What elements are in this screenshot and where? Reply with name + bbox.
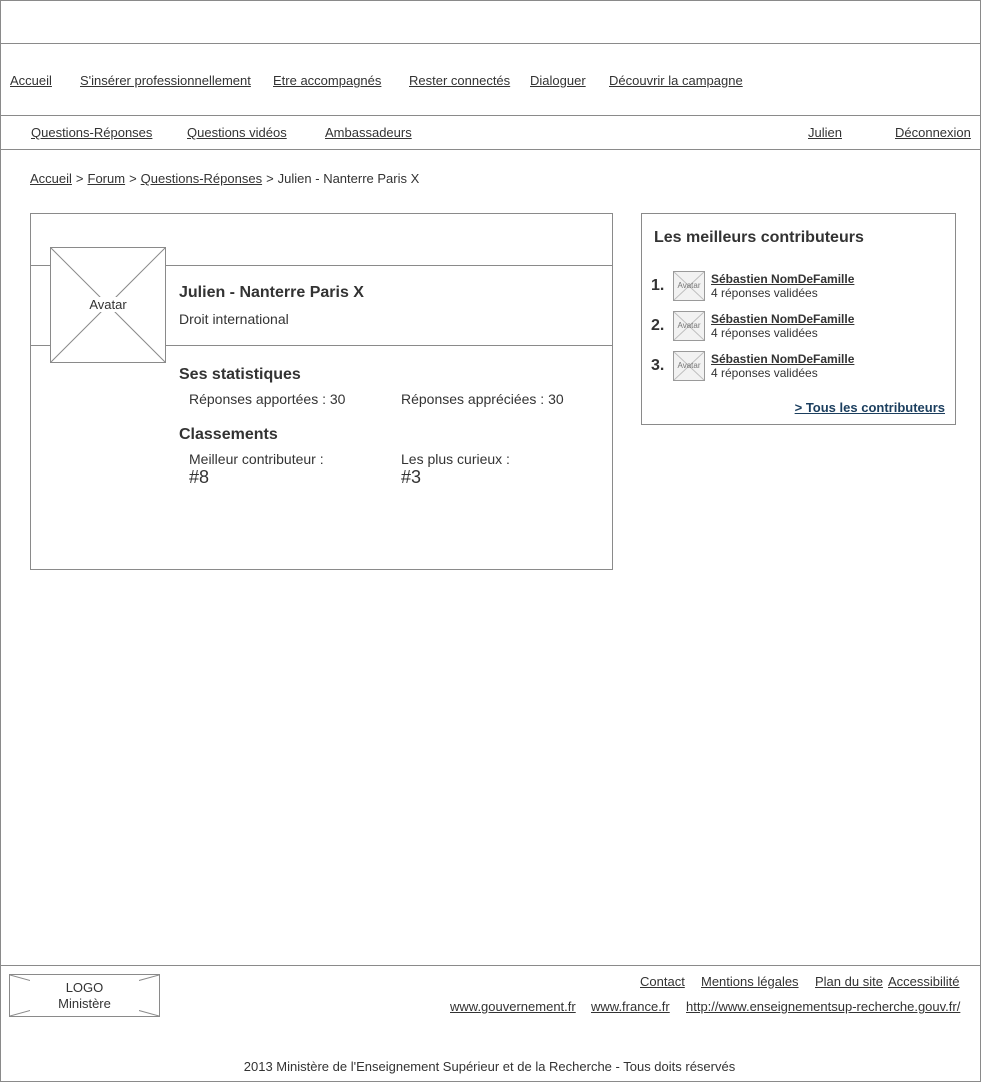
profile-avatar-label: Avatar: [89, 297, 127, 312]
contributor-avatar[interactable]: [673, 271, 705, 301]
stats-title: Ses statistiques: [179, 366, 301, 383]
footer-copyright: 2013 Ministère de l'Enseignement Supérieur et de la Recherche - Tous doits réservés: [243, 1059, 736, 1074]
rank-best-contributor-label: Meilleur contributeur :: [189, 451, 324, 467]
breadcrumb-current: Julien - Nanterre Paris X: [277, 171, 420, 186]
contributor-avatar-label: Avatar: [677, 361, 701, 370]
main-nav-campagne[interactable]: Découvrir la campagne: [609, 73, 743, 88]
profile-avatar: [50, 247, 166, 363]
stat-answers-given: Réponses apportées : 30: [189, 391, 346, 407]
footer-link-enseignementsup[interactable]: http://www.enseignementsup-recherche.gouv.fr/: [686, 999, 961, 1014]
contributor-avatar[interactable]: [673, 351, 705, 381]
ministry-logo[interactable]: [9, 974, 160, 1017]
contributor-validated-count: 4 réponses validées: [711, 366, 818, 380]
footer-link-contact[interactable]: Contact: [640, 974, 685, 989]
logout-link[interactable]: Déconnexion: [895, 125, 971, 140]
list-item: [642, 271, 955, 303]
breadcrumb-forum[interactable]: Forum: [87, 171, 126, 186]
user-profile-link[interactable]: Julien: [808, 125, 842, 140]
contributor-validated-count: 4 réponses validées: [711, 326, 818, 340]
subnav-divider: [1, 149, 980, 150]
breadcrumb-separator: >: [129, 171, 137, 186]
footer-link-gouvernement[interactable]: www.gouvernement.fr: [450, 999, 576, 1014]
nav-divider: [1, 115, 980, 116]
contributor-avatar[interactable]: [673, 311, 705, 341]
main-nav-connectes[interactable]: Rester connectés: [409, 73, 511, 88]
sub-nav-questions-videos[interactable]: Questions vidéos: [187, 125, 287, 140]
profile-field: Droit international: [179, 311, 289, 327]
contributor-rank: 3.: [651, 357, 665, 374]
sub-nav-ambassadeurs[interactable]: Ambassadeurs: [325, 125, 412, 140]
breadcrumb: [30, 171, 419, 186]
profile-name: Julien - Nanterre Paris X: [179, 284, 364, 301]
profile-card: [30, 213, 613, 570]
footer-link-france[interactable]: www.france.fr: [591, 999, 670, 1014]
header-divider: [1, 43, 980, 44]
list-item: [642, 351, 955, 383]
stat-answers-liked: Réponses appréciées : 30: [401, 391, 564, 407]
contributor-rank: 1.: [651, 277, 665, 294]
rank-most-curious-value: #3: [401, 467, 422, 487]
main-nav-inserer[interactable]: S'insérer professionnellement: [80, 73, 251, 88]
contributor-avatar-label: Avatar: [677, 281, 701, 290]
logo-line-2: Ministère: [58, 996, 111, 1011]
footer-link-mentions-legales[interactable]: Mentions légales: [701, 974, 799, 989]
main-nav-accueil[interactable]: Accueil: [10, 73, 52, 88]
contributor-name-link[interactable]: Sébastien NomDeFamille: [711, 312, 855, 326]
contributor-validated-count: 4 réponses validées: [711, 286, 818, 300]
footer-link-plan-du-site[interactable]: Plan du site: [815, 974, 883, 989]
contributor-name-link[interactable]: Sébastien NomDeFamille: [711, 352, 855, 366]
rank-best-contributor-value: #8: [189, 467, 210, 487]
breadcrumb-accueil[interactable]: Accueil: [30, 171, 72, 186]
breadcrumb-separator: >: [75, 171, 84, 186]
breadcrumb-questions-reponses[interactable]: Questions-Réponses: [140, 171, 263, 186]
footer-divider: [1, 965, 980, 966]
sub-nav-questions-reponses[interactable]: Questions-Réponses: [31, 125, 153, 140]
list-item: [642, 311, 955, 343]
breadcrumb-separator: >: [266, 171, 274, 186]
logo-line-1: LOGO: [65, 980, 104, 995]
all-contributors-link[interactable]: > Tous les contributeurs: [794, 400, 945, 415]
contributor-rank: 2.: [651, 317, 665, 334]
top-contributors-panel: [641, 213, 956, 425]
top-contributors-title: Les meilleurs contributeurs: [654, 229, 864, 246]
rankings-title: Classements: [179, 426, 278, 443]
contributor-name-link[interactable]: Sébastien NomDeFamille: [711, 272, 855, 286]
main-nav-accompagnes[interactable]: Etre accompagnés: [273, 73, 382, 88]
footer-link-accessibilite[interactable]: Accessibilité: [888, 974, 960, 989]
rank-most-curious-label: Les plus curieux :: [401, 451, 510, 467]
contributor-avatar-label: Avatar: [677, 321, 701, 330]
main-nav-dialoguer[interactable]: Dialoguer: [530, 73, 586, 88]
